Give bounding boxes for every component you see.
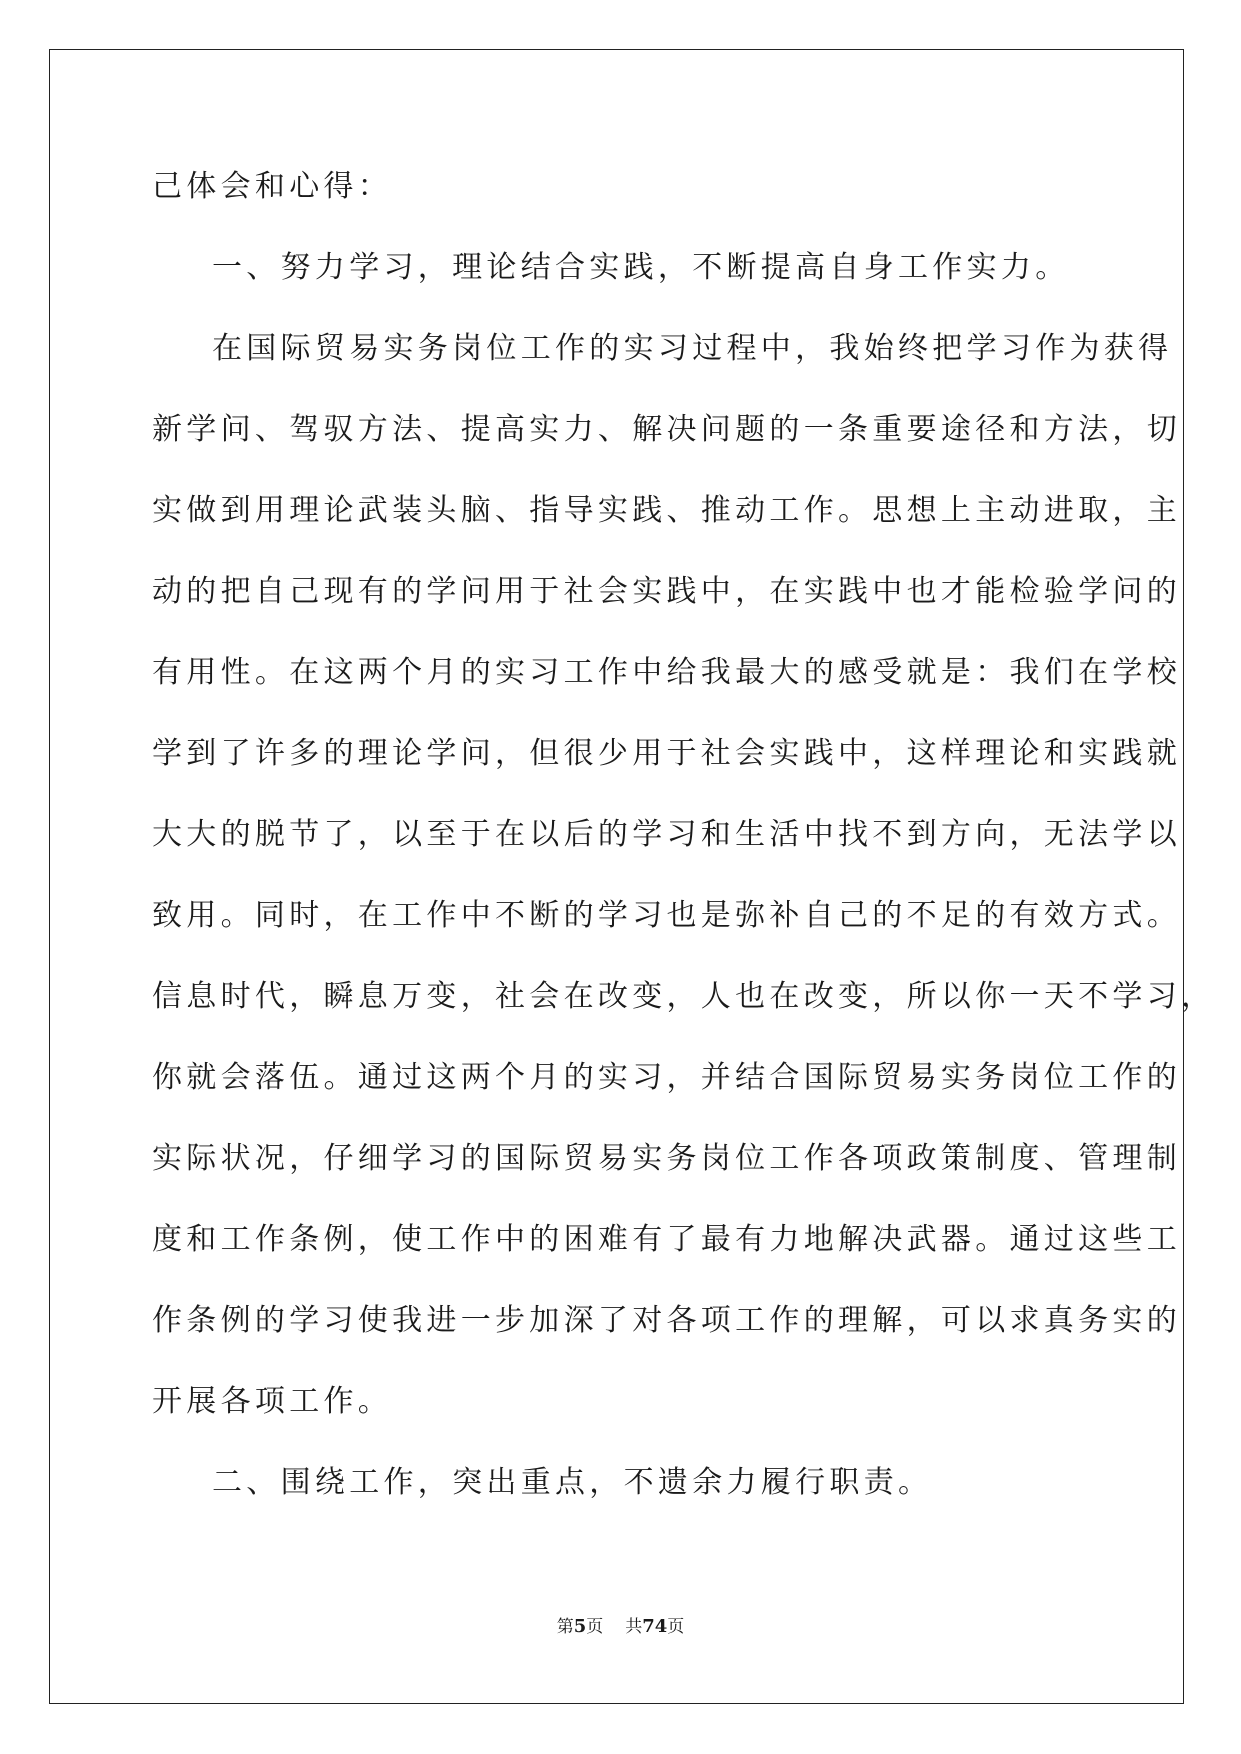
text-line: 实际状况，仔细学习的国际贸易实务岗位工作各项政策制度、管理制	[152, 1141, 1181, 1176]
section-heading: 一、努力学习，理论结合实践，不断提高自身工作实力。	[212, 250, 1070, 285]
total-suffix: 页	[667, 1617, 685, 1637]
text-line: 有用性。在这两个月的实习工作中给我最大的感受就是：我们在学校	[152, 655, 1181, 690]
text-line: 信息时代，瞬息万变，社会在改变，人也在改变，所以你一天不学习，	[152, 979, 1216, 1014]
page-footer	[0, 1617, 1241, 1637]
section-heading: 二、围绕工作，突出重点，不遗余力履行职责。	[212, 1465, 933, 1500]
text-line: 开展各项工作。	[152, 1384, 393, 1419]
text-line: 大大的脱节了，以至于在以后的学习和生活中找不到方向，无法学以	[152, 817, 1181, 852]
paragraph-start: 在国际贸易实务岗位工作的实习过程中，我始终把学习作为获得	[212, 331, 1173, 366]
text-line: 致用。同时，在工作中不断的学习也是弥补自己的不足的有效方式。	[152, 898, 1181, 933]
text-line: 新学问、驾驭方法、提高实力、解决问题的一条重要途径和方法，切	[152, 412, 1181, 447]
text-line: 己体会和心得：	[152, 169, 393, 204]
text-line: 度和工作条例，使工作中的困难有了最有力地解决武器。通过这些工	[152, 1222, 1181, 1257]
text-line: 实做到用理论武装头脑、指导实践、推动工作。思想上主动进取，主	[152, 493, 1181, 528]
text-line: 作条例的学习使我进一步加深了对各项工作的理解，可以求真务实的	[152, 1303, 1181, 1338]
total-prefix: 共	[625, 1617, 643, 1637]
total-pages: 74	[642, 1616, 668, 1637]
page-number: 5	[573, 1616, 587, 1637]
page-suffix: 页	[586, 1617, 604, 1637]
text-line: 你就会落伍。通过这两个月的实习，并结合国际贸易实务岗位工作的	[152, 1060, 1181, 1095]
page-prefix: 第	[556, 1617, 574, 1637]
text-line: 动的把自己现有的学问用于社会实践中，在实践中也才能检验学问的	[152, 574, 1181, 609]
text-line: 学到了许多的理论学问，但很少用于社会实践中，这样理论和实践就	[152, 736, 1181, 771]
document-body	[152, 169, 1216, 1549]
